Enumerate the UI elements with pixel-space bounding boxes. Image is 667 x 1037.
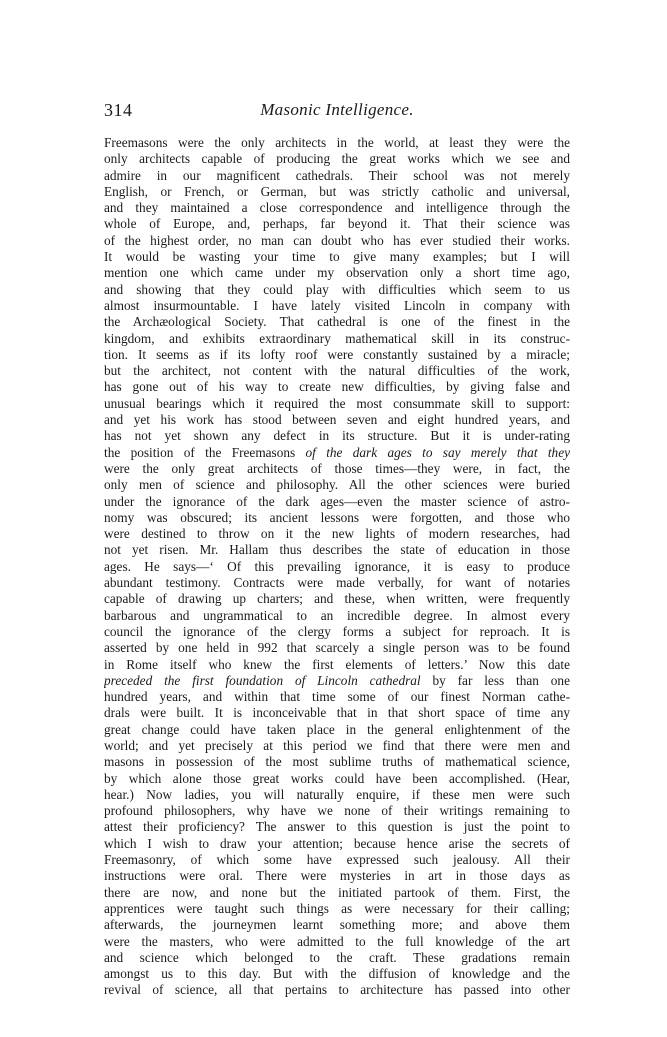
- text-line: and they maintained a close correspondence and intelligence through the: [104, 200, 570, 216]
- text-line: hundred years, and within that time some of our finest Norman cathe-: [104, 689, 570, 705]
- text-line: of the highest order, no man can doubt who has ever studied their works.: [104, 232, 570, 248]
- text-line: afterwards, the journeymen learnt something more; and above them: [104, 917, 570, 933]
- text-line: but the architect, not content with the natural difficulties of the work,: [104, 363, 570, 379]
- text-line: the Archæological Society. That cathedral is one of the finest in the: [104, 314, 570, 330]
- text-line: kingdom, and exhibits extraordinary mathematical skill in its construc-: [104, 330, 570, 346]
- text-line: capable of drawing up charters; and these, when written, were frequently: [104, 591, 570, 607]
- text-line: there are now, and none but the initiated partook of them. First, the: [104, 884, 570, 900]
- text-line: the position of the Freemasons of the dark ages to say merely that they: [104, 444, 570, 460]
- text-line: masons in possession of the most sublime truths of mathematical science,: [104, 754, 570, 770]
- text-line: were destined to throw on it the new lights of modern researches, had: [104, 526, 570, 542]
- text-line: whole of Europe, and, perhaps, far beyond it. That their science was: [104, 216, 570, 232]
- text-line: barbarous and ungrammatical to an incredible degree. In almost every: [104, 607, 570, 623]
- text-line: council the ignorance of the clergy forms a subject for reproach. It is: [104, 623, 570, 639]
- text-line: Freemasonry, of which some have expressed such jealousy. All their: [104, 852, 570, 868]
- text-line: Freemasons were the only architects in the world, at least they were the: [104, 135, 570, 150]
- page-number: 314: [104, 100, 133, 120]
- text-line: in Rome itself who knew the first elements of letters.’ Now this date: [104, 656, 570, 672]
- text-line: English, or French, or German, but was strictly catholic and universal,: [104, 183, 570, 199]
- text-line: amongst us to this day. But with the diffusion of knowledge and the: [104, 966, 570, 982]
- text-line: which I wish to draw your attention; because hence arise the secrets of: [104, 835, 570, 851]
- book-page: [104, 100, 570, 999]
- text-line: unusual bearings which it required the most consummate skill to support:: [104, 395, 570, 411]
- text-line: It would be wasting your time to give many examples; but I will: [104, 249, 570, 265]
- text-line: hear.) Now ladies, you will naturally enquire, if these men were such: [104, 786, 570, 802]
- text-line: world; and yet precisely at this period we find that there were men and: [104, 737, 570, 753]
- text-line: and showing that they could play with difficulties which seem to us: [104, 281, 570, 297]
- text-line: tion. It seems as if its lofty roof were constantly sustained by a miracle;: [104, 346, 570, 362]
- text-line: drals were built. It is inconceivable that in that short space of time any: [104, 705, 570, 721]
- text-line: great change could have taken place in the general enlightenment of the: [104, 721, 570, 737]
- text-line: nomy was obscured; its ancient lessons were forgotten, and those who: [104, 509, 570, 525]
- text-line: under the ignorance of the dark ages—even the master science of astro-: [104, 493, 570, 509]
- text-line: has not yet shown any defect in its structure. But it is under-rating: [104, 428, 570, 444]
- text-line: by which alone those great works could have been accomplished. (Hear,: [104, 770, 570, 786]
- text-line: attest their proficiency? The answer to this question is just the point to: [104, 819, 570, 835]
- text-line: and yet his work has stood between seven and eight hundred years, and: [104, 412, 570, 428]
- text-line: were the only great architects of those times—they were, in fact, the: [104, 460, 570, 476]
- text-line: apprentices were taught such things as were necessary for their calling;: [104, 900, 570, 916]
- text-line: has gone out of his way to create new difficulties, by giving false and: [104, 379, 570, 395]
- text-line: were the masters, who were admitted to the full knowledge of the art: [104, 933, 570, 949]
- text-line: only architects capable of producing the great works which we see and: [104, 151, 570, 167]
- italic-phrase: preceded the first foundation of Lincoln cathedral: [104, 672, 421, 688]
- text-line: almost insurmountable. I have lately visited Lincoln in company with: [104, 297, 570, 313]
- text-line: instructions were oral. There were mysteries in art in those days as: [104, 868, 570, 884]
- text-line: not yet risen. Mr. Hallam thus describes the state of education in those: [104, 542, 570, 558]
- text-line: abundant testimony. Contracts were made verbally, for want of notaries: [104, 575, 570, 591]
- text-line: and science which belonged to the craft. These gradations remain: [104, 949, 570, 965]
- text-line: ages. He says—‘ Of this prevailing ignorance, it is easy to produce: [104, 558, 570, 574]
- text-line: profound philosophers, why have we none of their writings remaining to: [104, 803, 570, 819]
- body-text: [104, 135, 570, 999]
- text-line: revival of science, all that pertains to architecture has passed into other: [104, 982, 570, 998]
- text-line: asserted by one held in 992 that scarcely a single person was to be found: [104, 640, 570, 656]
- text-line: mention one which came under my observation only a short time ago,: [104, 265, 570, 281]
- page-header: [104, 100, 570, 124]
- text-line: only men of science and philosophy. All the other sciences were buried: [104, 477, 570, 493]
- running-title: Masonic Intelligence.: [260, 100, 414, 119]
- text-line: admire in our magnificent cathedrals. Their school was not merely: [104, 167, 570, 183]
- italic-phrase: of the dark ages to say merely that they: [305, 444, 570, 460]
- text-line: preceded the first foundation of Lincoln cathedral by far less than one: [104, 672, 570, 688]
